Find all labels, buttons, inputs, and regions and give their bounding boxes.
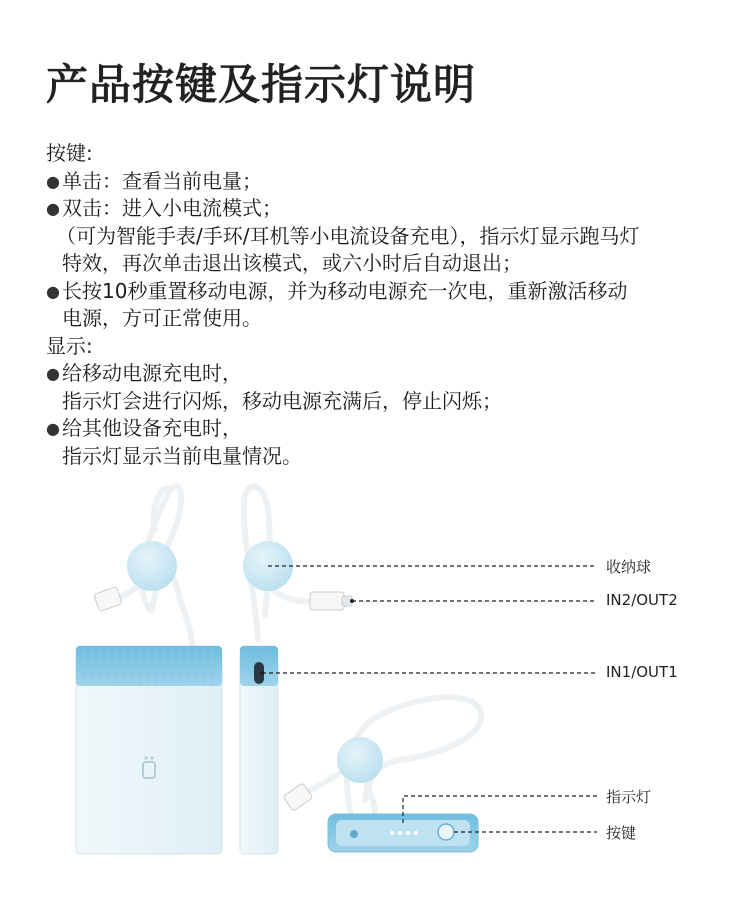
product-illustration (0, 470, 750, 912)
power-button-icon (438, 824, 454, 840)
indicator-led-icon (414, 831, 418, 835)
power-bank-diagram (0, 470, 750, 912)
display-heading: 显示: (46, 333, 93, 358)
indicator-led-icon (398, 831, 402, 835)
list-item-text: 单击：查看当前电量； (62, 168, 262, 193)
list-item-detail: （可为智能手表/手环/耳机等小电流设备充电），指示灯显示跑马灯 (56, 223, 640, 248)
power-bank-top (283, 697, 481, 852)
list-item (46, 195, 736, 223)
list-item (46, 278, 736, 306)
list-item-text: 长按10秒重置移动电源，并为移动电源充一次电，重新激活移动 (62, 278, 628, 303)
storage-ball-top (337, 737, 383, 783)
callout-button: 按键 (606, 824, 637, 842)
bullet-dot-icon: ● (46, 199, 60, 218)
list-item (46, 168, 736, 196)
callout-storage-ball: 收纳球 (606, 558, 652, 576)
page-title: 产品按键及指示灯说明 (46, 60, 477, 109)
callout-in1-out1: IN1/OUT1 (606, 663, 678, 681)
bullet-dot-icon: ● (46, 281, 60, 301)
buttons-heading: 按键: (46, 141, 93, 165)
list-item-continuation: 指示灯会进行闪烁，移动电源充满后，停止闪烁； (62, 388, 502, 413)
storage-ball-front (127, 541, 177, 591)
list-item-continuation: 电源，方可正常使用。 (62, 306, 262, 330)
list-item-detail: 特效，再次单击退出该模式，或六小时后自动退出； (62, 251, 522, 275)
indicator-led-icon (406, 831, 410, 835)
callout-in2-out2: IN2/OUT2 (606, 591, 678, 609)
bullet-dot-icon: ● (46, 419, 60, 438)
list-item (46, 360, 736, 388)
list-item (46, 415, 736, 443)
list-item-text: 双击：进入小电流模式； (62, 196, 282, 220)
instructions (46, 140, 736, 470)
power-bank-front (76, 486, 222, 854)
list-item-continuation: 指示灯显示当前电量情况。 (62, 443, 302, 468)
list-item-text: 给其他设备充电时， (62, 416, 242, 440)
bullet-dot-icon: ● (46, 171, 60, 191)
callout-indicator: 指示灯 (606, 788, 652, 806)
indicator-led-icon (390, 831, 394, 835)
list-item-text: 给移动电源充电时， (62, 361, 242, 385)
bullet-dot-icon: ● (46, 364, 60, 383)
